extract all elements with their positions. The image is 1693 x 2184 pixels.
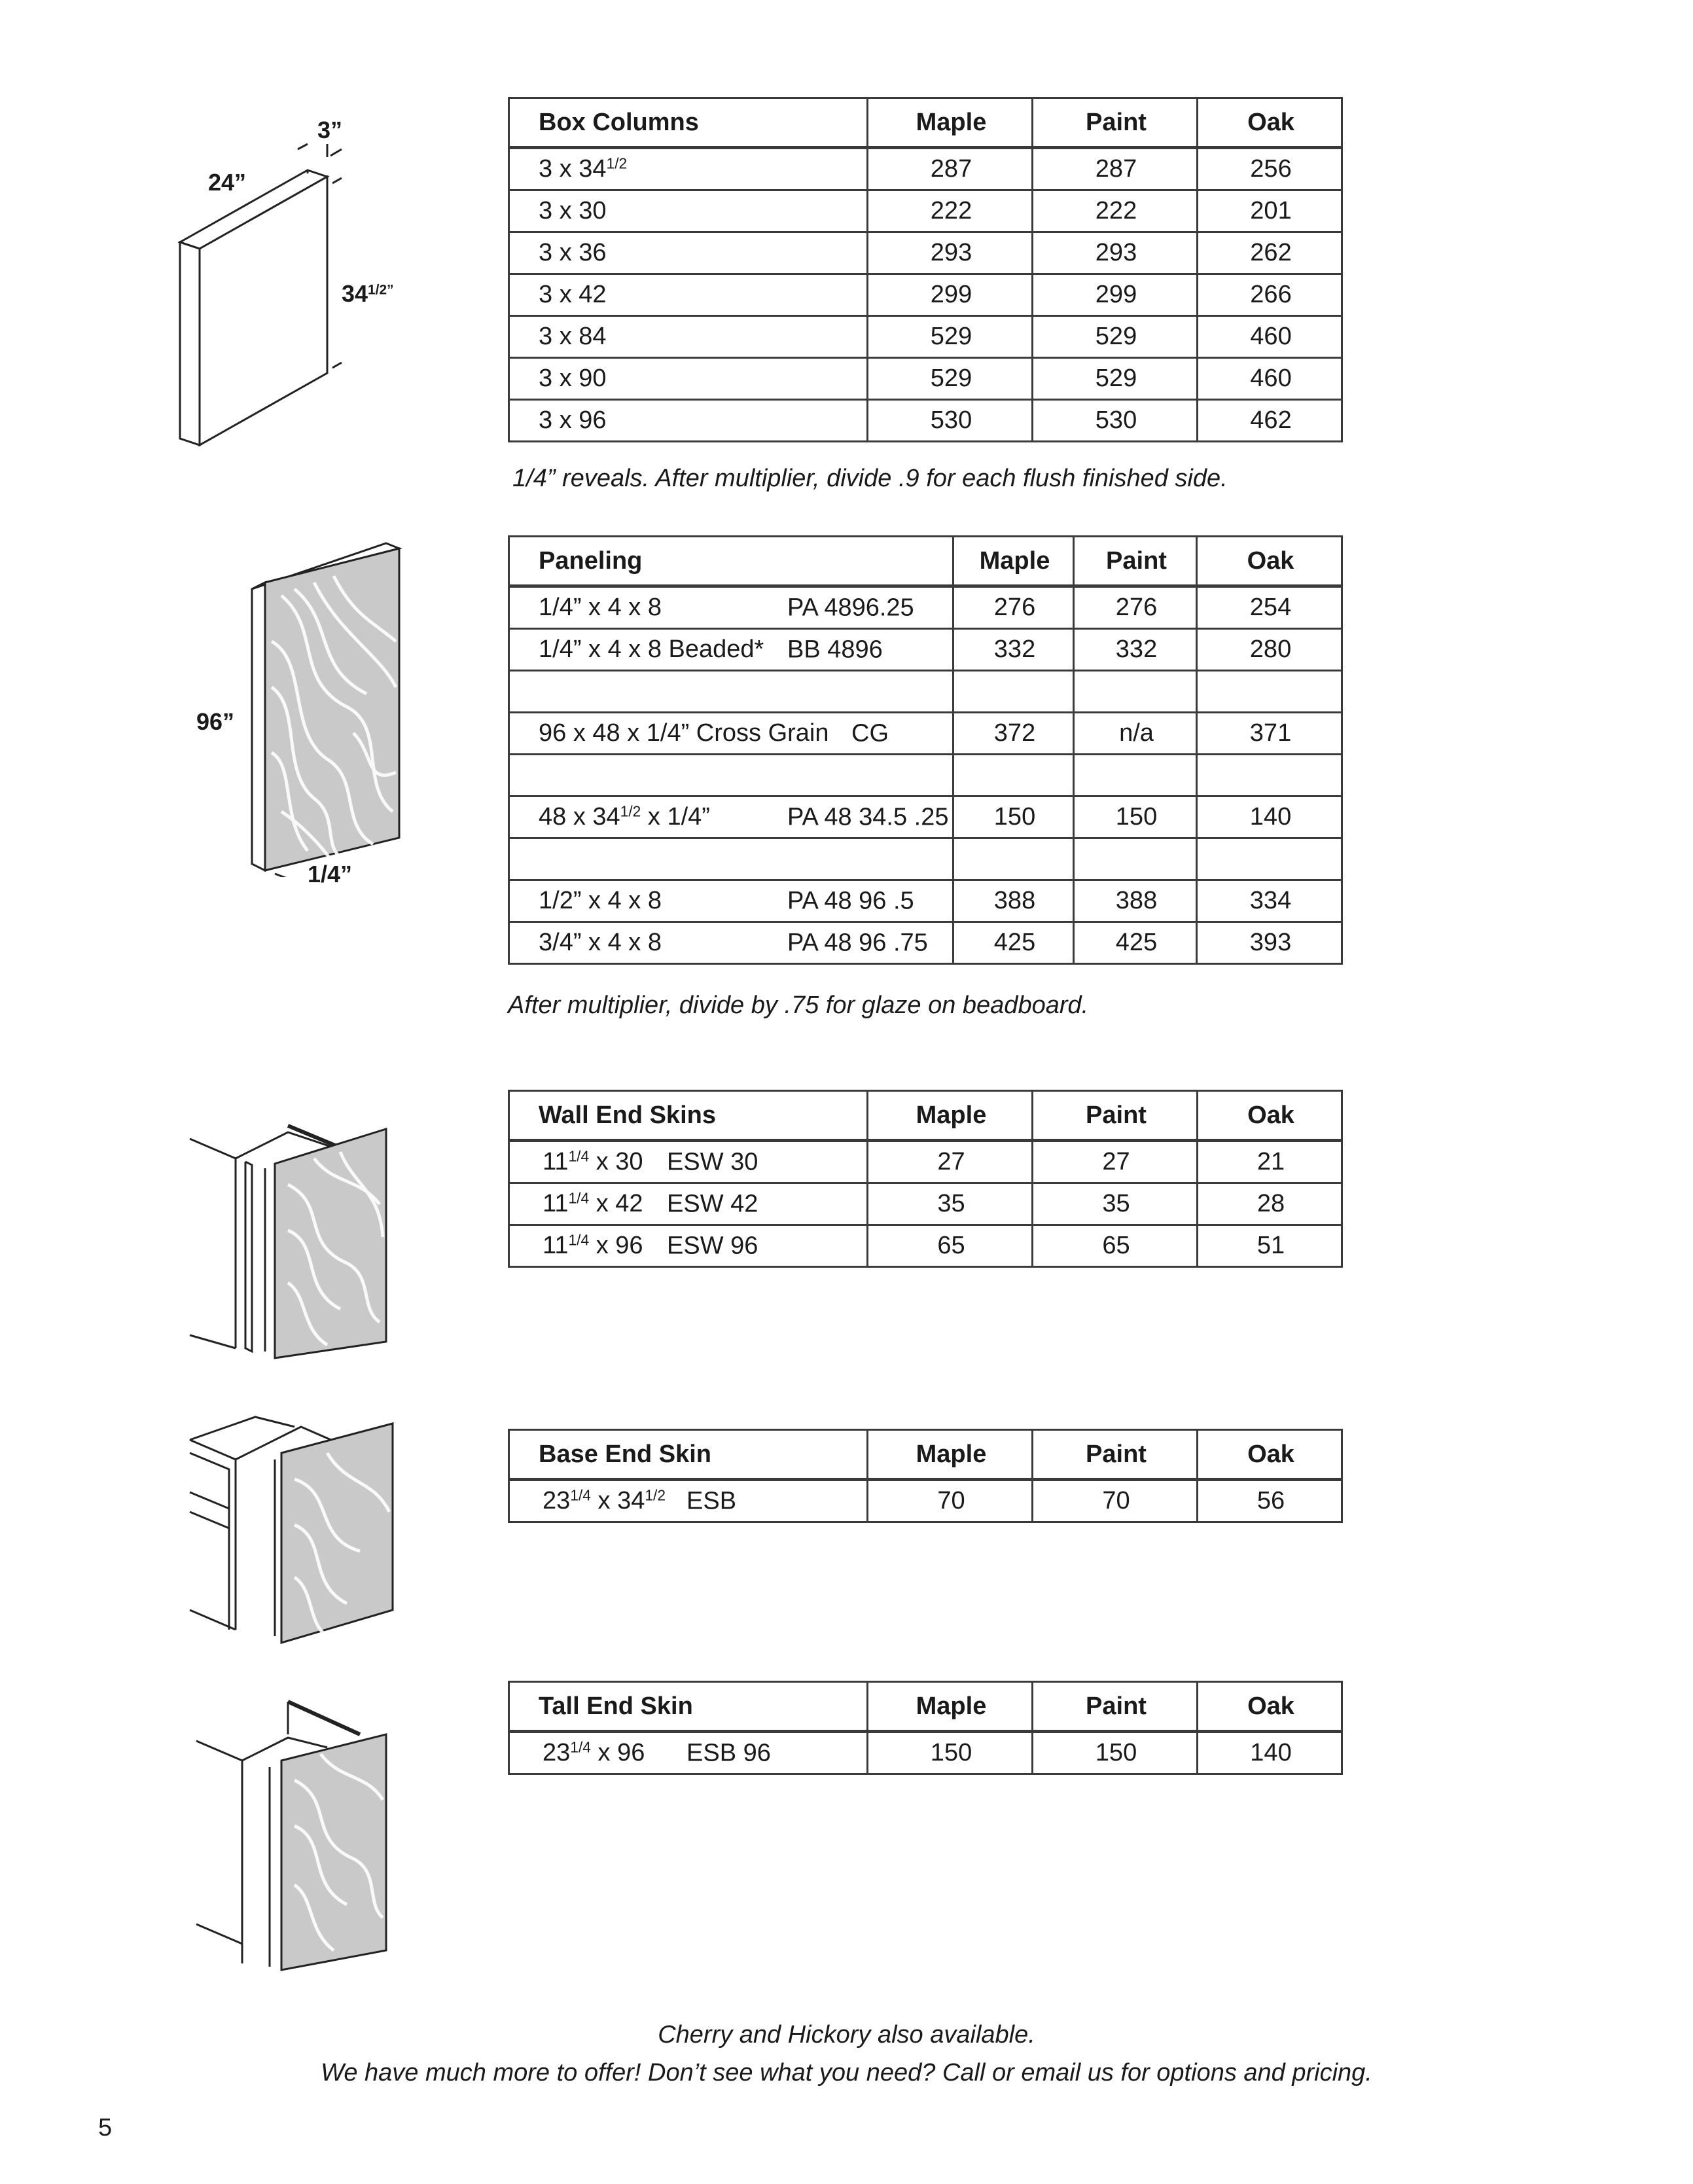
paint-price — [1074, 671, 1197, 713]
description-text: 3/4” x 4 x 8 — [539, 929, 662, 956]
table-row — [509, 274, 1342, 316]
oak-price: 51 — [1198, 1225, 1342, 1267]
table-row — [509, 713, 1342, 755]
maple-price: 332 — [953, 629, 1074, 671]
maple-price: 35 — [868, 1183, 1033, 1225]
paint-price: n/a — [1074, 713, 1197, 755]
size-whole: 23 — [543, 1739, 571, 1766]
table-row — [509, 922, 1342, 964]
maple-price: 530 — [868, 400, 1033, 442]
oak-price: 460 — [1198, 316, 1342, 358]
size-fraction: 1/4 — [570, 1738, 591, 1756]
size-suffix: x 30 — [589, 1148, 643, 1175]
item-code: CG — [851, 719, 889, 747]
footer-line-1: Cherry and Hickory also available. — [658, 2021, 1035, 2049]
paint-price: 287 — [1033, 148, 1198, 190]
paint-price: 388 — [1074, 880, 1197, 922]
paint-price: 27 — [1033, 1141, 1198, 1183]
oak-price: 256 — [1198, 148, 1342, 190]
table-row — [509, 190, 1342, 232]
base-end-skin-illustration — [183, 1414, 406, 1649]
paint-price: 35 — [1033, 1183, 1198, 1225]
size-suffix: x 42 — [589, 1190, 643, 1217]
oak-price: 262 — [1198, 232, 1342, 274]
maple-price: 150 — [868, 1732, 1033, 1774]
item-code: PA 48 96 .5 — [787, 887, 914, 914]
wall-end-skins-heading: Wall End Skins — [509, 1091, 868, 1141]
paint-price: 222 — [1033, 190, 1198, 232]
tall-end-skin-table — [508, 1681, 1343, 1775]
oak-price: 280 — [1197, 629, 1342, 671]
table-row — [509, 1225, 1342, 1267]
size-cell — [509, 316, 868, 358]
size-middle: x 34 — [590, 1487, 645, 1514]
col-oak: Oak — [1198, 1430, 1342, 1480]
paneling-heading: Paneling — [509, 537, 953, 586]
description-text: 48 x 34 — [539, 803, 620, 831]
description-text: 96 x 48 x 1/4” Cross Grain — [539, 719, 829, 747]
oak-price: 28 — [1198, 1183, 1342, 1225]
size-cell — [509, 1480, 868, 1522]
paint-price: 332 — [1074, 629, 1197, 671]
item-code: PA 48 96 .75 — [787, 929, 928, 956]
description-cell — [509, 671, 953, 713]
size-cell — [509, 148, 868, 190]
size-text: 3 x 42 — [539, 281, 607, 308]
item-code: ESB — [686, 1487, 737, 1514]
item-code: PA 48 34.5 .25 — [787, 803, 949, 831]
size-cell — [509, 358, 868, 400]
maple-price: 70 — [868, 1480, 1033, 1522]
maple-price: 388 — [953, 880, 1074, 922]
col-oak: Oak — [1197, 537, 1342, 586]
table-row — [509, 1183, 1342, 1225]
wall-end-skins-table — [508, 1090, 1343, 1268]
table-row — [509, 316, 1342, 358]
base-end-skin-heading: Base End Skin — [509, 1430, 868, 1480]
paint-price: 529 — [1033, 316, 1198, 358]
col-paint: Paint — [1033, 1091, 1198, 1141]
maple-price — [953, 755, 1074, 797]
col-maple: Maple — [953, 537, 1074, 586]
col-maple: Maple — [868, 98, 1033, 148]
item-code: PA 4896.25 — [787, 594, 914, 621]
paint-price: 425 — [1074, 922, 1197, 964]
panel-illustration — [242, 537, 412, 877]
oak-price: 371 — [1197, 713, 1342, 755]
oak-price: 140 — [1198, 1732, 1342, 1774]
size-whole: 23 — [543, 1487, 571, 1514]
size-cell — [509, 1225, 868, 1267]
table-row — [509, 755, 1342, 797]
col-paint: Paint — [1033, 1682, 1198, 1732]
oak-price: 140 — [1197, 797, 1342, 838]
oak-price — [1197, 755, 1342, 797]
size-whole: 11 — [543, 1190, 569, 1217]
size-text: 3 x 84 — [539, 323, 607, 350]
wall-end-skin-illustration — [183, 1086, 399, 1374]
size-fraction: 1/4 — [570, 1486, 591, 1504]
size-fraction: 1/4 — [568, 1231, 590, 1249]
paint-price: 276 — [1074, 586, 1197, 629]
size-suffix: x 96 — [590, 1739, 645, 1766]
paint-price — [1074, 755, 1197, 797]
paint-price: 70 — [1033, 1480, 1198, 1522]
size-text: 3 x 30 — [539, 197, 607, 224]
description-text: 1/2” x 4 x 8 — [539, 887, 662, 914]
size-fraction-2: 1/2 — [645, 1486, 666, 1504]
table-row — [509, 1732, 1342, 1774]
description-cell — [509, 880, 953, 922]
size-whole: 11 — [543, 1148, 569, 1175]
paint-price: 293 — [1033, 232, 1198, 274]
oak-price: 462 — [1198, 400, 1342, 442]
maple-price: 27 — [868, 1141, 1033, 1183]
footer-line-2: We have much more to offer! Don’t see what you need? Call or email us for options and pricing. — [321, 2059, 1372, 2086]
description-cell — [509, 755, 953, 797]
col-oak: Oak — [1198, 1091, 1342, 1141]
maple-price: 276 — [953, 586, 1074, 629]
paint-price: 299 — [1033, 274, 1198, 316]
maple-price: 65 — [868, 1225, 1033, 1267]
maple-price — [953, 838, 1074, 880]
box-columns-table — [508, 97, 1343, 442]
oak-price: 21 — [1198, 1141, 1342, 1183]
table-row — [509, 797, 1342, 838]
description-cell — [509, 922, 953, 964]
size-suffix: x 96 — [589, 1232, 643, 1259]
oak-price: 393 — [1197, 922, 1342, 964]
box-columns-heading: Box Columns — [509, 98, 868, 148]
maple-price: 150 — [953, 797, 1074, 838]
table-row — [509, 838, 1342, 880]
description-suffix: x 1/4” — [641, 803, 710, 831]
table-row — [509, 400, 1342, 442]
maple-price: 529 — [868, 358, 1033, 400]
maple-price: 372 — [953, 713, 1074, 755]
oak-price: 266 — [1198, 274, 1342, 316]
paint-price: 530 — [1033, 400, 1198, 442]
description-cell — [509, 797, 953, 838]
tall-end-skin-heading: Tall End Skin — [509, 1682, 868, 1732]
paneling-note: After multiplier, divide by .75 for glaze on beadboard. — [508, 992, 1089, 1019]
table-row — [509, 358, 1342, 400]
paneling-table — [508, 535, 1343, 965]
maple-price: 529 — [868, 316, 1033, 358]
oak-price — [1197, 671, 1342, 713]
paint-price: 150 — [1033, 1732, 1198, 1774]
oak-price: 254 — [1197, 586, 1342, 629]
col-oak: Oak — [1198, 1682, 1342, 1732]
size-cell — [509, 1141, 868, 1183]
col-maple: Maple — [868, 1091, 1033, 1141]
box-columns-note: 1/4” reveals. After multiplier, divide .9 for each flush finished side. — [512, 465, 1228, 492]
description-cell — [509, 586, 953, 629]
maple-price: 425 — [953, 922, 1074, 964]
size-cell — [509, 1732, 868, 1774]
box-column-width-label: 24” — [208, 169, 247, 196]
paint-price — [1074, 838, 1197, 880]
description-cell — [509, 629, 953, 671]
item-code: BB 4896 — [787, 636, 883, 663]
col-oak: Oak — [1198, 98, 1342, 148]
size-text: 3 x 96 — [539, 406, 607, 434]
table-row — [509, 586, 1342, 629]
size-cell — [509, 232, 868, 274]
panel-thickness-label: 1/4” — [308, 861, 353, 887]
page-number: 5 — [98, 2114, 113, 2141]
oak-price: 56 — [1198, 1480, 1342, 1522]
col-maple: Maple — [868, 1682, 1033, 1732]
description-cell — [509, 838, 953, 880]
description-text: 1/4” x 4 x 8 Beaded* — [539, 636, 764, 663]
size-text: 3 x 36 — [539, 239, 607, 266]
paint-price: 65 — [1033, 1225, 1198, 1267]
item-code: ESW 42 — [667, 1190, 758, 1217]
maple-price — [953, 671, 1074, 713]
maple-price: 293 — [868, 232, 1033, 274]
table-row — [509, 232, 1342, 274]
description-cell — [509, 713, 953, 755]
col-maple: Maple — [868, 1430, 1033, 1480]
oak-price: 334 — [1197, 880, 1342, 922]
base-end-skin-table — [508, 1429, 1343, 1523]
tall-end-skin-illustration — [190, 1689, 399, 1977]
paint-price: 150 — [1074, 797, 1197, 838]
col-paint: Paint — [1033, 1430, 1198, 1480]
item-code: ESB 96 — [686, 1739, 771, 1766]
table-row — [509, 1141, 1342, 1183]
size-text: 3 x 90 — [539, 365, 607, 392]
table-row — [509, 880, 1342, 922]
table-row — [509, 671, 1342, 713]
maple-price: 287 — [868, 148, 1033, 190]
size-fraction: 1/2 — [606, 154, 628, 172]
size-whole: 11 — [543, 1232, 569, 1259]
col-paint: Paint — [1033, 98, 1198, 148]
item-code: ESW 96 — [667, 1232, 758, 1259]
maple-price: 299 — [868, 274, 1033, 316]
size-fraction: 1/4 — [568, 1147, 590, 1165]
size-text: 3 x 34 — [539, 155, 607, 183]
oak-price — [1197, 838, 1342, 880]
maple-price: 222 — [868, 190, 1033, 232]
paint-price: 529 — [1033, 358, 1198, 400]
size-cell — [509, 400, 868, 442]
table-row — [509, 148, 1342, 190]
size-fraction: 1/4 — [568, 1189, 590, 1207]
size-cell — [509, 190, 868, 232]
col-paint: Paint — [1074, 537, 1197, 586]
table-row — [509, 1480, 1342, 1522]
size-cell — [509, 1183, 868, 1225]
table-row — [509, 629, 1342, 671]
box-column-depth-label: 3” — [317, 116, 343, 143]
oak-price: 460 — [1198, 358, 1342, 400]
size-cell — [509, 274, 868, 316]
item-code: ESW 30 — [667, 1148, 758, 1175]
panel-height-label: 96” — [196, 708, 235, 735]
box-column-height-label: $34^{1/2”}$ — [342, 280, 394, 307]
oak-price: 201 — [1198, 190, 1342, 232]
box-column-illustration — [170, 111, 445, 452]
description-text: 1/4” x 4 x 8 — [539, 594, 662, 621]
description-fraction: 1/2 — [620, 802, 641, 820]
